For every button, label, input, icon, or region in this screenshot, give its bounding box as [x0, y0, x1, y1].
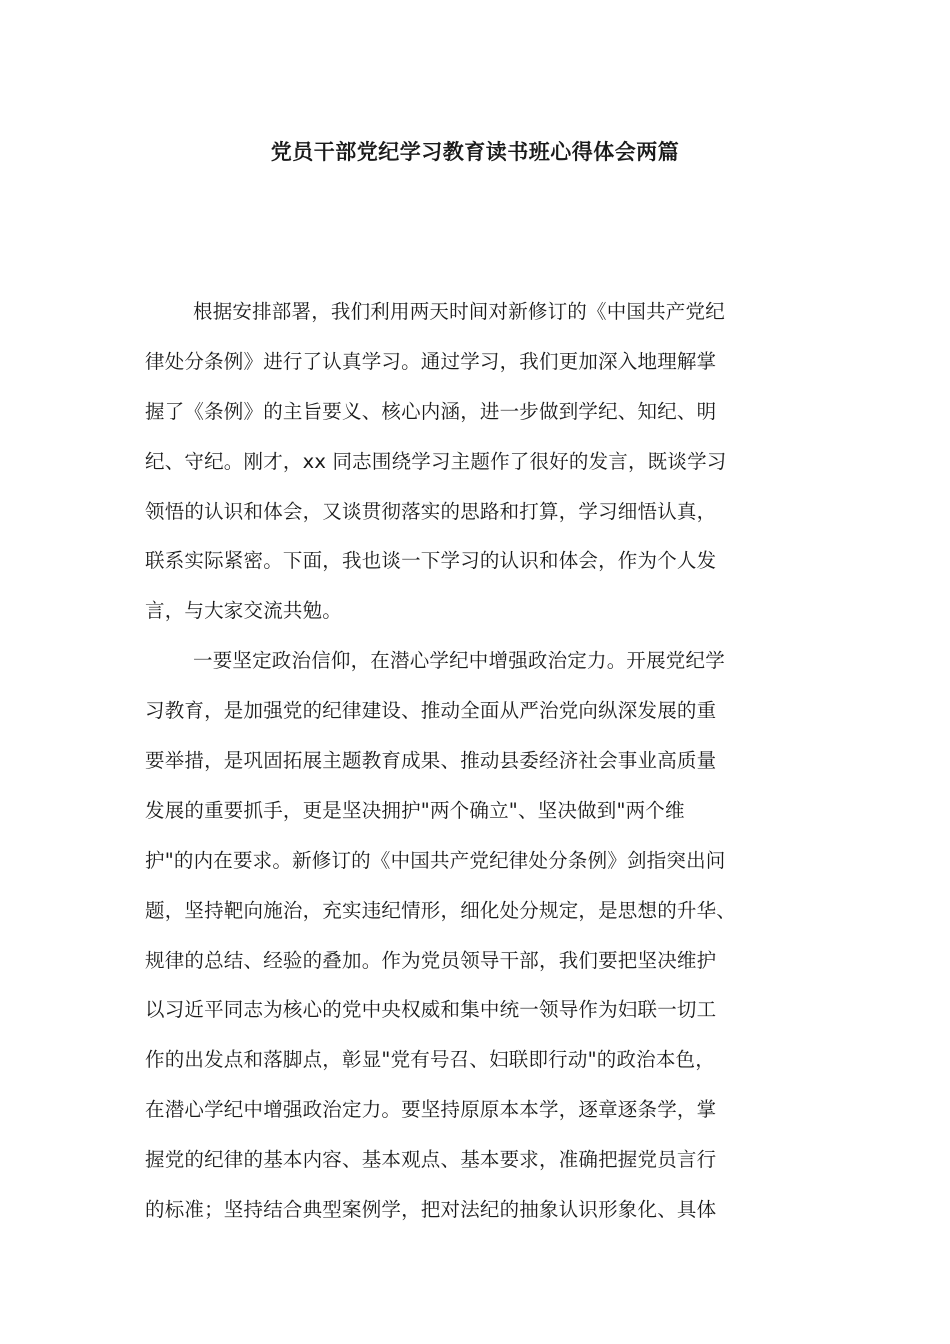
paragraph-line: 作的出发点和落脚点，彰显"党有号召、妇联即行动"的政治本色， — [145, 1048, 715, 1072]
paragraph-line: 律处分条例》进行了认真学习。通过学习，我们更加深入地理解掌 — [145, 349, 717, 373]
paragraph-line: 以习近平同志为核心的党中央权威和集中统一领导作为妇联一切工 — [145, 998, 717, 1022]
paragraph-line: 题，坚持靶向施治，充实违纪情形，细化处分规定，是思想的升华、 — [145, 898, 737, 922]
paragraph-line: 习教育，是加强党的纪律建设、推动全面从严治党向纵深发展的重 — [145, 699, 717, 723]
paragraph-line: 根据安排部署，我们利用两天时间对新修订的《中国共产党纪 — [193, 300, 725, 323]
paragraph-line: 发展的重要抓手，更是坚决拥护"两个确立"、坚决做到"两个维 — [145, 798, 685, 822]
document-body — [145, 287, 807, 1235]
paragraph-line: 规律的总结、经验的叠加。作为党员领导干部，我们要把坚决维护 — [145, 948, 717, 972]
paragraph-line: 的标准；坚持结合典型案例学，把对法纪的抽象认识形象化、具体 — [145, 1198, 717, 1222]
paragraph-line: 握了《条例》的主旨要义、核心内涵，进一步做到学纪、知纪、明 — [145, 399, 717, 423]
paragraph-line: 领悟的认识和体会，又谈贯彻落实的思路和打算，学习细悟认真， — [145, 499, 717, 523]
paragraph-line: 言，与大家交流共勉。 — [145, 599, 343, 623]
paragraph-line: 在潜心学纪中增强政治定力。要坚持原原本本学，逐章逐条学，掌 — [145, 1098, 717, 1122]
paragraph-line: 纪、守纪。刚才，xx 同志围绕学习主题作了很好的发言，既谈学习 — [145, 449, 727, 473]
paragraph-line: 护"的内在要求。新修订的《中国共产党纪律处分条例》剑指突出问 — [145, 848, 726, 872]
paragraph-line: 一要坚定政治信仰，在潜心学纪中增强政治定力。开展党纪学 — [193, 649, 725, 673]
paragraph-line: 握党的纪律的基本内容、基本观点、基本要求，准确把握党员言行 — [145, 1148, 717, 1172]
paragraph-line: 联系实际紧密。下面，我也谈一下学习的认识和体会，作为个人发 — [145, 549, 717, 573]
paragraph-line: 要举措，是巩固拓展主题教育成果、推动县委经济社会事业高质量 — [145, 749, 717, 773]
document-title: 党员干部党纪学习教育读书班心得体会两篇 — [270, 140, 680, 164]
